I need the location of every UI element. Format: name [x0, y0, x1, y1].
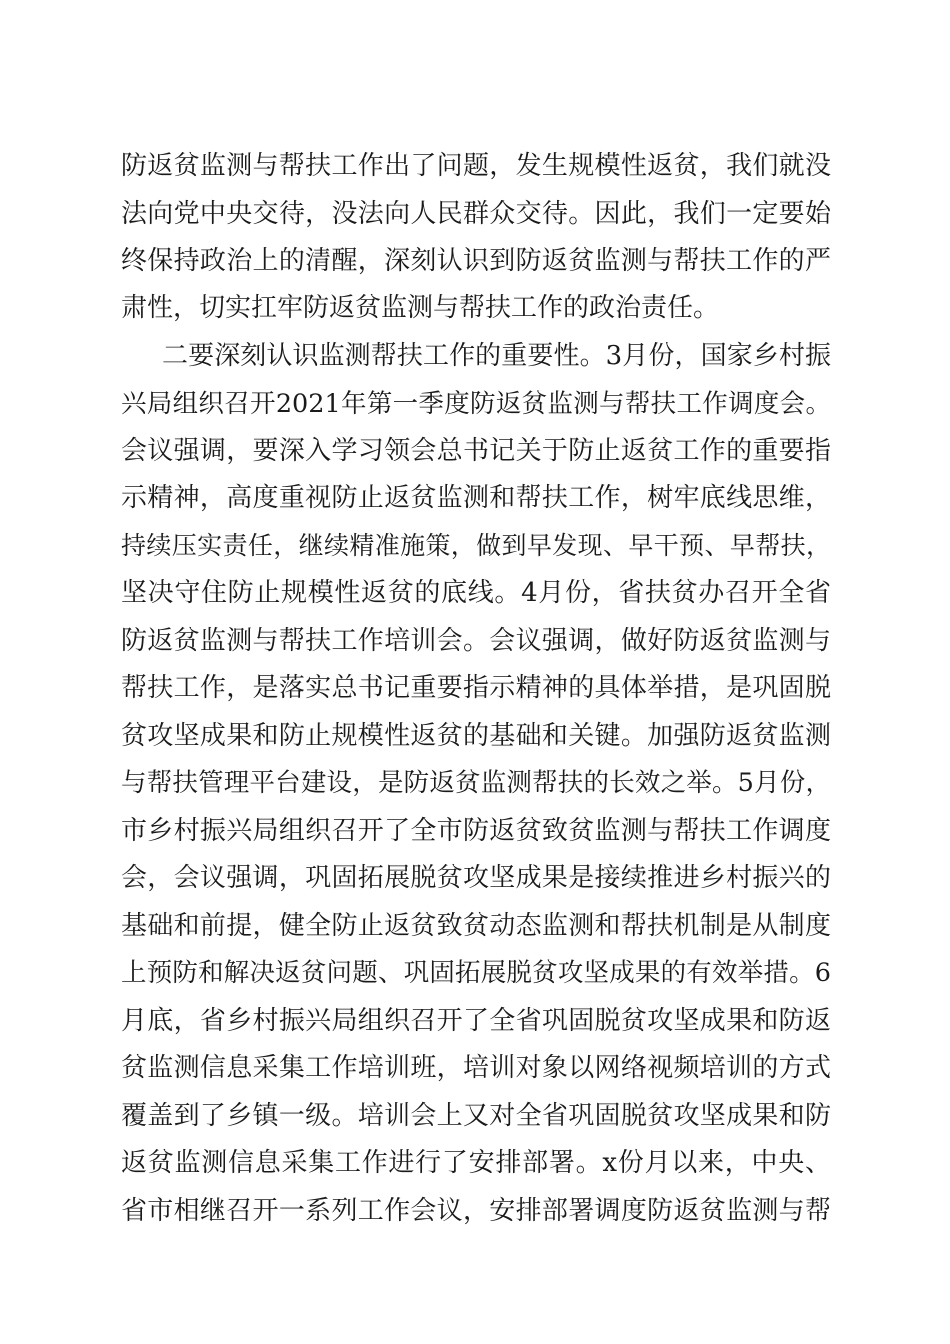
paragraph-line: 贫攻坚成果和防止规模性返贫的基础和关键。加强防返贫监测 [121, 721, 831, 751]
paragraph-line: 覆盖到了乡镇一级。培训会上又对全省巩固脱贫攻坚成果和防 [121, 1101, 831, 1131]
paragraph-line: 帮扶工作，是落实总书记重要指示精神的具体举措，是巩固脱 [121, 673, 831, 703]
paragraph-line: 兴局组织召开2021年第一季度防返贫监测与帮扶工作调度会。 [121, 389, 831, 419]
paragraph-line: 会，会议强调，巩固拓展脱贫攻坚成果是接续推进乡村振兴的 [121, 863, 831, 893]
paragraph-line: 与帮扶管理平台建设，是防返贫监测帮扶的长效之举。5月份， [121, 768, 831, 798]
paragraph-line: 示精神，高度重视防止返贫监测和帮扶工作，树牢底线思维， [121, 483, 831, 513]
paragraph-line: 防返贫监测与帮扶工作培训会。会议强调，做好防返贫监测与 [121, 626, 831, 656]
paragraph-line: 上预防和解决返贫问题、巩固拓展脱贫攻坚成果的有效举措。6 [121, 958, 831, 988]
paragraph-line: 法向党中央交待，没法向人民群众交待。因此，我们一定要始 [121, 199, 831, 229]
paragraph-line: 肃性，切实扛牢防返贫监测与帮扶工作的政治责任。 [121, 293, 720, 323]
paragraph-line: 市乡村振兴局组织召开了全市防返贫致贫监测与帮扶工作调度 [121, 816, 831, 846]
paragraph-line: 基础和前提，健全防止返贫致贫动态监测和帮扶机制是从制度 [121, 911, 831, 941]
paragraph-line: 防返贫监测与帮扶工作出了问题，发生规模性返贫，我们就没 [121, 151, 831, 181]
paragraph-line: 会议强调，要深入学习领会总书记关于防止返贫工作的重要指 [121, 436, 831, 466]
paragraph-line: 省市相继召开一系列工作会议，安排部署调度防返贫监测与帮 [121, 1196, 831, 1226]
paragraph-line: 贫监测信息采集工作培训班，培训对象以网络视频培训的方式 [121, 1053, 831, 1083]
paragraph-line: 返贫监测信息采集工作进行了安排部署。x份月以来，中央、 [121, 1148, 831, 1178]
paragraph-line: 坚决守住防止规模性返贫的底线。4月份，省扶贫办召开全省 [121, 578, 831, 608]
paragraph-line: 持续压实责任，继续精准施策，做到早发现、早干预、早帮扶， [121, 531, 831, 560]
paragraph-line: 二要深刻认识监测帮扶工作的重要性。3月份，国家乡村振 [162, 341, 831, 371]
paragraph-line: 终保持政治上的清醒，深刻认识到防返贫监测与帮扶工作的严 [121, 246, 831, 276]
paragraph-line: 月底，省乡村振兴局组织召开了全省巩固脱贫攻坚成果和防返 [121, 1006, 831, 1036]
